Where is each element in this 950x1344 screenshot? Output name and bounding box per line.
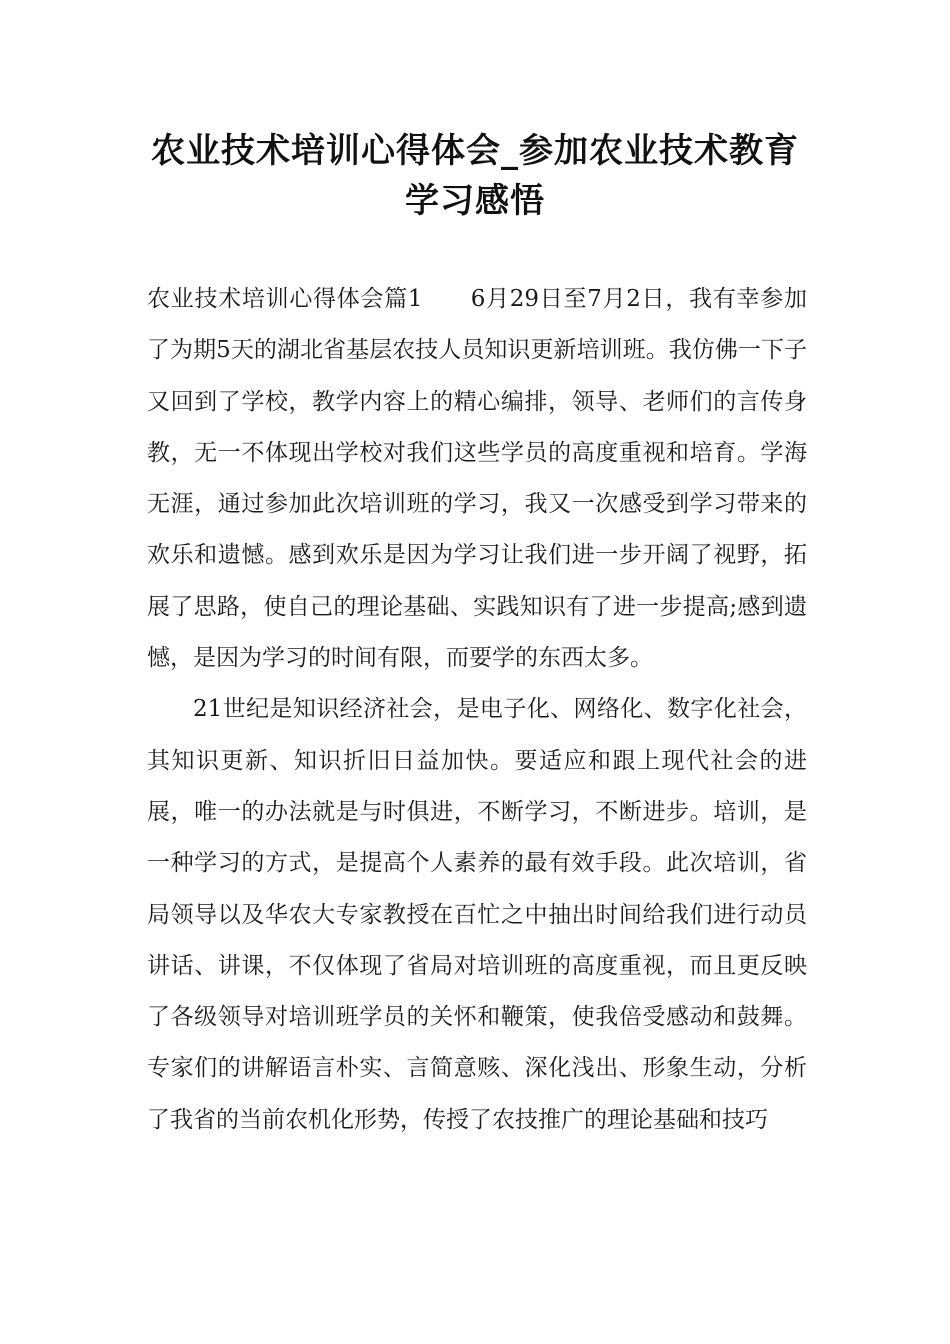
document-title [120, 126, 830, 226]
paragraph-2: 21世纪是知识经济社会，是电子化、网络化、数字化社会，其知识更新、知识折旧日益加快。要适应和跟上现代社会的进展，唯一的办法就是与时俱进，不断学习，不断进步。培训，是一种学习的方式，是提高个人素养的最有效手段。此次培训，省局领导以及华农大专家教授在百忙之中抽出时间给我们进行动员讲话、讲课，不仅体现了省局对培训班的高度重视，而且更反映了各级领导对培训班学员的关怀和鞭策，使我倍受感动和鼓舞。专家们的讲解语言朴实、言简意赅、深化浅出、形象生动，分析了我省的当前农机化形势，传授了农技推广的理论基础和技巧 [147, 696, 807, 1133]
paragraph-1: 农业技术培训心得体会篇1 6月29日至7月2日，我有幸参加了为期5天的湖北省基层农技人员知识更新培训班。我仿佛一下子又回到了学校，教学内容上的精心编排，领导、老师们的言传身教，无一不体现出学校对我们这些学员的高度重视和培育。学海无涯，通过参加此次培训班的学习，我又一次感受到学习带来的欢乐和遗憾。感到欢乐是因为学习让我们进一步开阔了视野，拓展了思路，使自己的理论基础、实践知识有了进一步提高;感到遗憾，是因为学习的时间有限，而要学的东西太多。 [147, 286, 807, 672]
document-body [147, 274, 807, 1146]
title-line-1: 农业技术培训心得体会_参加农业技术教育 [151, 131, 799, 171]
title-line-2: 学习感悟 [405, 181, 545, 221]
